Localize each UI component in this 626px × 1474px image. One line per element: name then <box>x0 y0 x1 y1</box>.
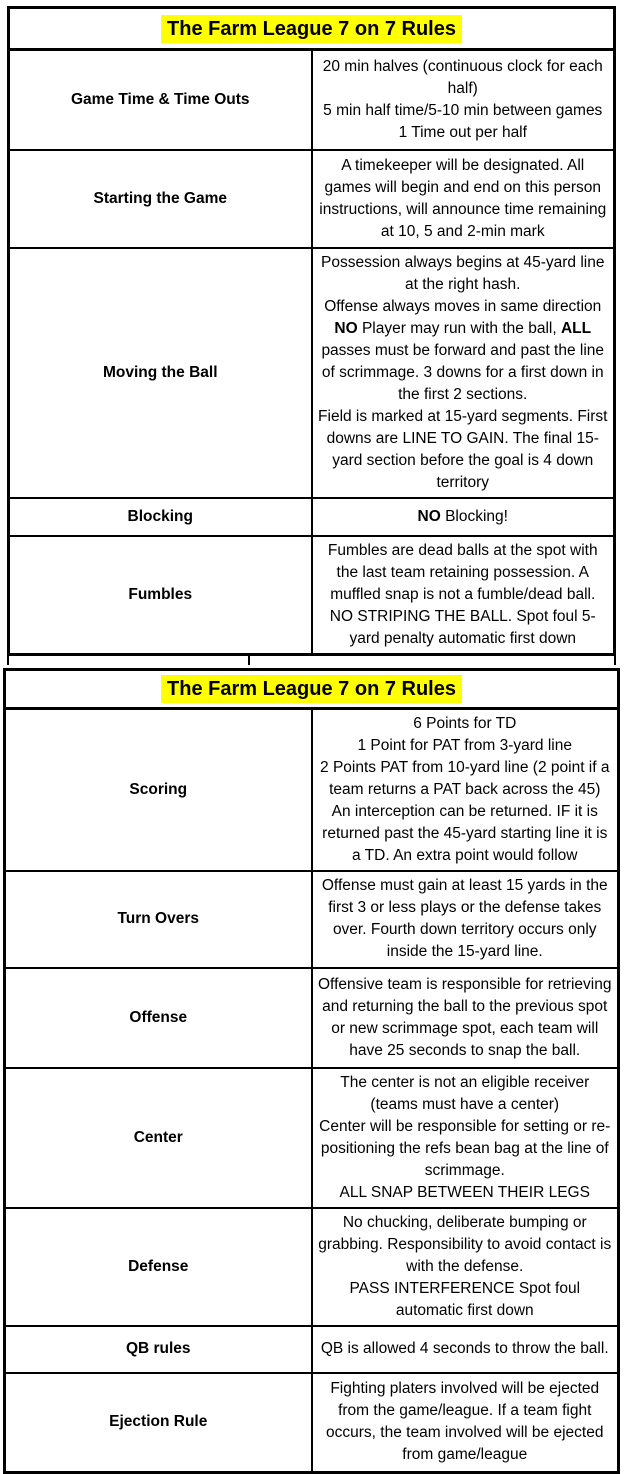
rule-row-fumbles <box>9 536 615 655</box>
rule-paragraph: ALL SNAP BETWEEN THEIR LEGS <box>318 1182 613 1204</box>
rule-category: Ejection Rule <box>5 1373 312 1473</box>
rule-paragraph: PASS INTERFERENCE Spot foul automatic first down <box>318 1278 613 1322</box>
rule-category: Offense <box>5 968 312 1068</box>
rule-paragraph: 5 min half time/5-10 min between games <box>318 100 609 122</box>
rule-paragraph: 20 min halves (continuous clock for each half) <box>318 56 609 100</box>
rule-paragraph: An interception can be returned. IF it is returned past the 45-yard starting line it is a TD. An extra point would follow <box>318 801 613 867</box>
rule-paragraph: Fighting platers involved will be ejected from the game/league. If a team fight occurs, the team involved will be ejected from game/league <box>318 1378 613 1466</box>
rule-description <box>312 248 615 498</box>
rule-row-scoring <box>5 708 619 871</box>
rules-table-page2 <box>3 668 620 1474</box>
rule-paragraph: A timekeeper will be designated. All games will begin and end on this person instructions, will announce time remaining at 10, 5 and 2-min mark <box>318 155 609 243</box>
rule-category: Fumbles <box>9 536 312 655</box>
rule-row-game-time <box>9 50 615 150</box>
table-title-highlight: The Farm League 7 on 7 Rules <box>161 675 462 703</box>
rule-description <box>312 1373 619 1473</box>
rule-row-moving-ball <box>9 248 615 498</box>
rule-paragraph: No chucking, deliberate bumping or grabbing. Responsibility to avoid contact is with the defense. <box>318 1212 613 1278</box>
rule-category: Scoring <box>5 708 312 871</box>
rules-document <box>0 6 626 1474</box>
rule-category: QB rules <box>5 1326 312 1373</box>
rule-paragraph: 2 Points PAT from 10-yard line (2 point if a team returns a PAT back across the 45) <box>318 757 613 801</box>
rule-description <box>312 1068 619 1208</box>
rule-paragraph: Offensive team is responsible for retrieving and returning the ball to the previous spot or new scrimmage spot, each team will have 25 seconds to snap the ball. <box>318 974 613 1062</box>
rule-paragraph: Fumbles are dead balls at the spot with the last team retaining possession. A muffled snap is not a fumble/dead ball. <box>318 540 609 606</box>
rule-row-blocking <box>9 498 615 536</box>
rule-description <box>312 150 615 248</box>
rule-row-defense <box>5 1208 619 1326</box>
rule-category: Moving the Ball <box>9 248 312 498</box>
rule-description <box>312 50 615 150</box>
rule-category: Starting the Game <box>9 150 312 248</box>
rule-category: Center <box>5 1068 312 1208</box>
rule-description <box>312 1326 619 1373</box>
rule-category: Defense <box>5 1208 312 1326</box>
title-row <box>5 669 619 708</box>
rule-paragraph: QB is allowed 4 seconds to throw the ball. <box>318 1338 613 1360</box>
rule-row-ejection <box>5 1373 619 1473</box>
page-break-cut-row <box>7 656 616 665</box>
rule-category: Turn Overs <box>5 871 312 968</box>
rule-paragraph: NO STRIPING THE BALL. Spot foul 5-yard penalty automatic first down <box>318 606 609 650</box>
rule-row-qb-rules <box>5 1326 619 1373</box>
title-row <box>9 8 615 50</box>
rule-description <box>312 968 619 1068</box>
table-title-cell <box>5 669 619 708</box>
rule-paragraph: NO Player may run with the ball, ALL passes must be forward and past the line of scrimmage. 3 downs for a first down in the first 2 sections. <box>318 318 609 406</box>
rules-table-page1 <box>7 6 616 656</box>
rule-description <box>312 871 619 968</box>
rule-row-starting-game <box>9 150 615 248</box>
table-title-cell <box>9 8 615 50</box>
rule-paragraph: 6 Points for TD <box>318 713 613 735</box>
rule-row-offense <box>5 968 619 1068</box>
rule-category: Game Time & Time Outs <box>9 50 312 150</box>
table-title-highlight: The Farm League 7 on 7 Rules <box>161 15 462 43</box>
rule-paragraph: 1 Time out per half <box>318 122 609 144</box>
rule-description <box>312 708 619 871</box>
rule-paragraph: Possession always begins at 45-yard line at the right hash. <box>318 252 609 296</box>
rule-description <box>312 498 615 536</box>
rule-description <box>312 1208 619 1326</box>
rule-paragraph: 1 Point for PAT from 3-yard line <box>318 735 613 757</box>
rule-paragraph: Offense always moves in same direction <box>318 296 609 318</box>
rule-paragraph: Center will be responsible for setting or re-positioning the refs bean bag at the line of scrimmage. <box>318 1116 613 1182</box>
rule-paragraph: Field is marked at 15-yard segments. First downs are LINE TO GAIN. The final 15-yard section before the goal is 4 down territory <box>318 406 609 494</box>
rule-paragraph: The center is not an eligible receiver (teams must have a center) <box>318 1072 613 1116</box>
rule-row-turn-overs <box>5 871 619 968</box>
rule-row-center <box>5 1068 619 1208</box>
rule-paragraph: Offense must gain at least 15 yards in the first 3 or less plays or the defense takes over. Fourth down territory occurs only inside the 15-yard line. <box>318 875 613 963</box>
rule-category: Blocking <box>9 498 312 536</box>
cut-row-column-divider <box>248 656 250 665</box>
rule-description <box>312 536 615 655</box>
rule-paragraph: NO Blocking! <box>318 506 609 528</box>
